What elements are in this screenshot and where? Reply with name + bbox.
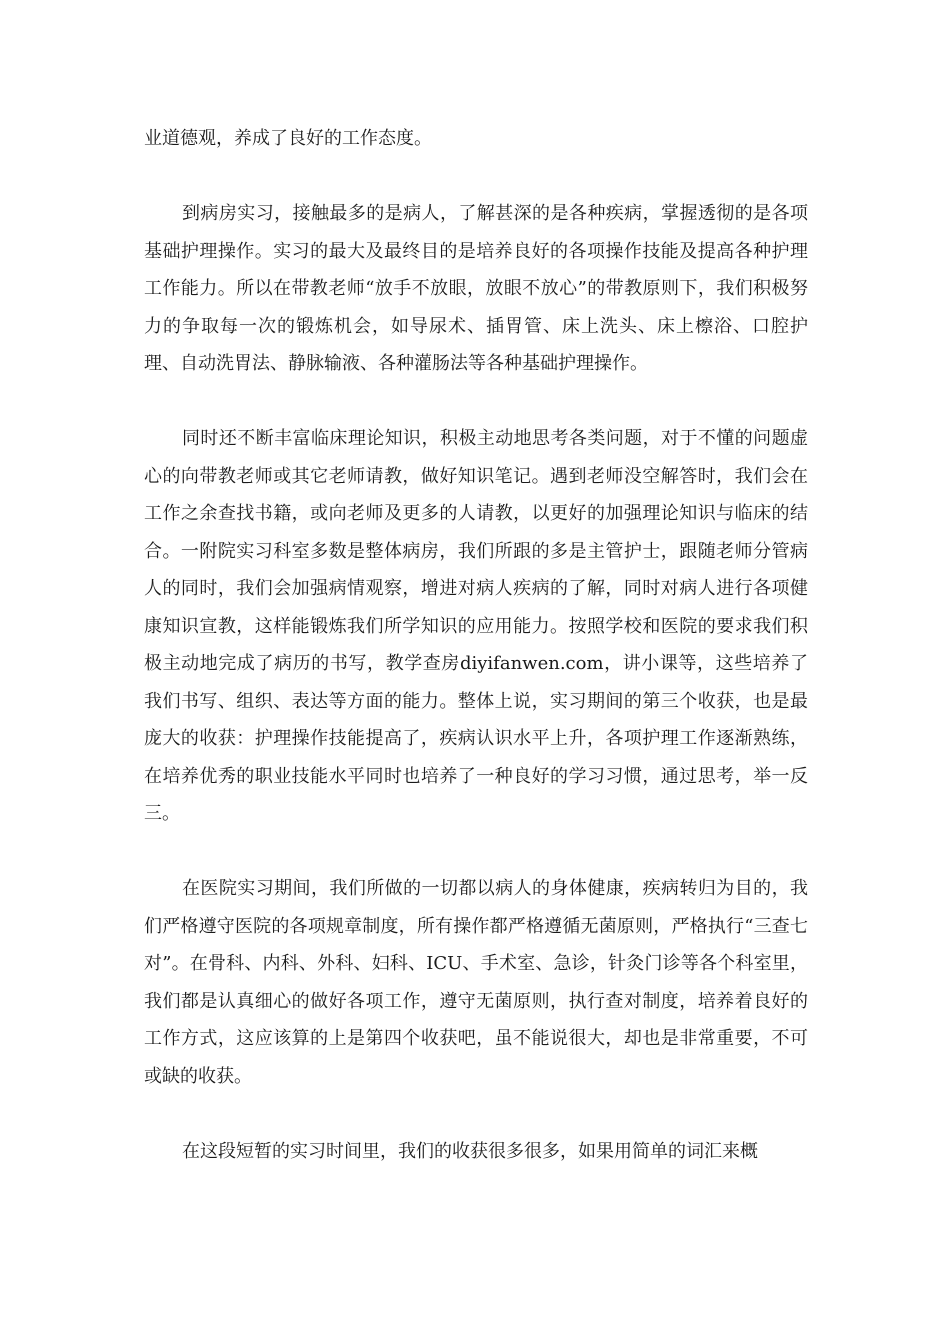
paragraph-1: 业道德观，养成了良好的工作态度。 xyxy=(144,128,432,149)
paragraph-3: 同时还不断丰富临床理论知识，积极主动地思考各类问题，对于不懂的问题虚心的向带教老师或其它老师请教，做好知识笔记。遇到老师没空解答时，我们会在工作之余查找书籍，或向老师及更多的人请教，以更好的加强理论知识与临床的结合。一附院实习科室多数是整体病房，我们所跟的多是主管护士，跟随老师分管病人的同时，我们会加强病情观察，增进对病人疾病的了解，同时对病人进行各项健康知识宣教，这样能锻炼我们所学知识的应用能力。按照学校和医院的要求我们积极主动地完成了病历的书写，教学查房diyifanwen.com，讲小课等，这些培养了我们书写、组织、表达等方面的能力。整体上说，实习期间的第三个收获，也是最庞大的收获：护理操作技能提高了，疾病认识水平上升，各项护理工作逐渐熟练，在培养优秀的职业技能水平同时也培养了一种良好的学习习惯，通过思考，举一反三。 xyxy=(144,428,808,824)
paragraph-2: 到病房实习，接触最多的是病人，了解甚深的是各种疾病，掌握透彻的是各项基础护理操作。实习的最大及最终目的是培养良好的各项操作技能及提高各种护理工作能力。所以在带教老师“放手不放眼，放眼不放心”的带教原则下，我们积极努力的争取每一次的锻炼机会，如导尿术、插胃管、床上洗头、床上檫浴、口腔护理、自动洗胃法、静脉输液、各种灌肠法等各种基础护理操作。 xyxy=(144,203,808,374)
document-body xyxy=(144,120,808,1170)
paragraph-4: 在医院实习期间，我们所做的一切都以病人的身体健康，疾病转归为目的，我们严格遵守医院的各项规章制度，所有操作都严格遵循无菌原则，严格执行“三查七对”。在骨科、内科、外科、妇科、ICU、手术室、急诊，针灸门诊等各个科室里，我们都是认真细心的做好各项工作，遵守无菌原则，执行查对制度，培养着良好的工作方式，这应该算的上是第四个收获吧，虽不能说很大，却也是非常重要，不可或缺的收获。 xyxy=(144,878,808,1087)
paragraph-5: 在这段短暂的实习时间里，我们的收获很多很多，如果用简单的词汇来概 xyxy=(182,1140,758,1162)
